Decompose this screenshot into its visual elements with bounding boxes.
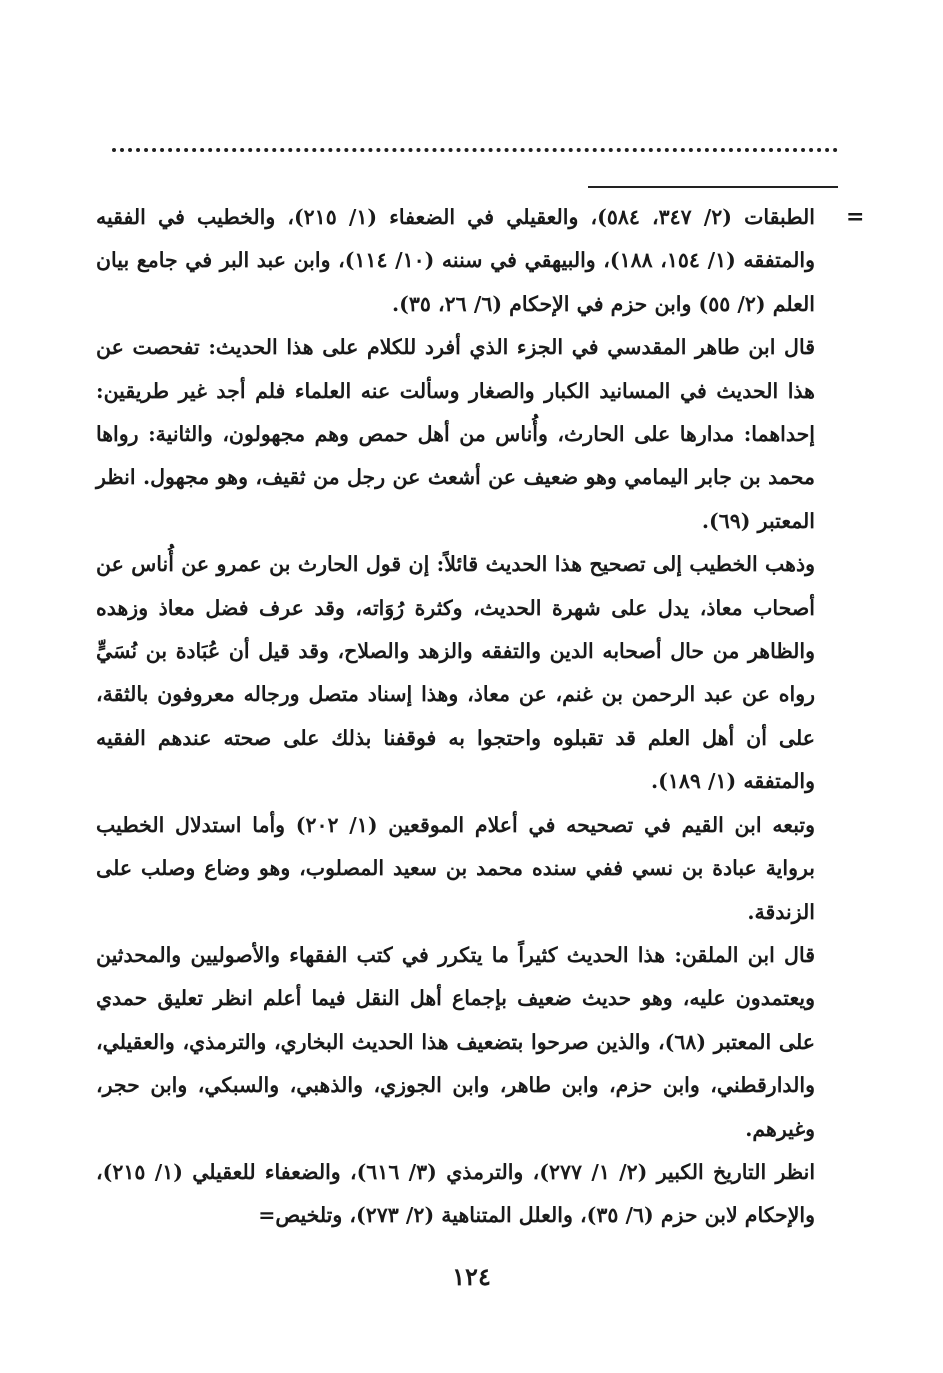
paragraph-references: انظر التاريخ الكبير (٢/ ١/ ٢٧٧)، والترمذي (٣/ ٦١٦)، والضعفاء للعقيلي (١/ ٢١٥)، والإحكام لابن حزم (٦/ ٣٥)، والعلل المتناهية (٢/ ٢٧٣)، وتلخيص= bbox=[96, 1159, 816, 1228]
paragraph-ibn-tahir: قال ابن طاهر المقدسي في الجزء الذي أفرد للكلام على هذا الحديث: تفحصت عن هذا الحديث في المسانيد الكبار والصغار وسألت عنه العلماء فلم أجد غير طريقين: إحداهما: مدارها على الحارث، وأُناس من أهل حمص وهم مجهولون، والثانية: رواها محمد بن جابر اليمامي وهو ضعيف عن أشعث عن رجل من ثقيف، وهو مجهول. انظر المعتبر (٦٩). bbox=[96, 335, 815, 533]
paragraph-ibn-qayyim: وتبعه ابن القيم في تصحيحه في أعلام الموقعين (١/ ٢٠٢) وأما استدلال الخطيب برواية عبادة بن نسي ففي سنده محمد بن سعيد المصلوب، وهو وضاع وصلب على الزندقة. bbox=[96, 812, 815, 924]
footnote-text bbox=[96, 196, 815, 1238]
paragraph-khatib: وذهب الخطيب إلى تصحيح هذا الحديث قائلاً: إن قول الحارث بن عمرو عن أُناس عن أصحاب معاذ، يدل على شهرة الحديث، وكثرة رُوَاته، وقد عرف فضل معاذ وزهده والظاهر من حال أصحابه الدين والتفقه والزهد والصلاح، وقد قيل أن عُبَادة بن نُسَيٍّ رواه عن عبد الرحمن بن غنم، عن معاذ، وهذا إسناد متصل ورجاله معروفون بالثقة، على أن أهل العلم قد تقبلوه واحتجوا به فوقفنا بذلك على صحته عندهم الفقيه والمتفقه (١/ ١٨٩). bbox=[96, 552, 815, 794]
page-number: ١٢٤ bbox=[452, 1262, 491, 1291]
paragraph-sources: الطبقات (٢/ ٣٤٧، ٥٨٤)، والعقيلي في الضعفاء (١/ ٢١٥)، والخطيب في الفقيه والمتفقه (١/ ١٥٤، ١٨٨)، والبيهقي في سننه (١٠/ ١١٤)، وابن عبد البر في جامع بيان العلم (٢/ ٥٥) وابن حزم في الإحكام (٦/ ٢٦، ٣٥). bbox=[96, 205, 816, 316]
footnote-rule bbox=[588, 186, 838, 188]
continuation-mark: = bbox=[846, 204, 865, 230]
dotted-separator bbox=[112, 148, 838, 152]
paragraph-ibn-mulaqqin: قال ابن الملقن: هذا الحديث كثيراً ما يتكرر في كتب الفقهاء والأصوليين والمحدثين ويعتمدون عليه، وهو حديث ضعيف بإجماع أهل النقل فيما أعلم انظر تعليق حمدي على المعتبر (٦٨)، والذين صرحوا بتضعيف هذا الحديث البخاري، والترمذي، والعقيلي، والدارقطني، وابن حزم، وابن طاهر، وابن الجوزي، والذهبي، والسبكي، وابن حجر، وغيرهم. bbox=[96, 942, 815, 1141]
